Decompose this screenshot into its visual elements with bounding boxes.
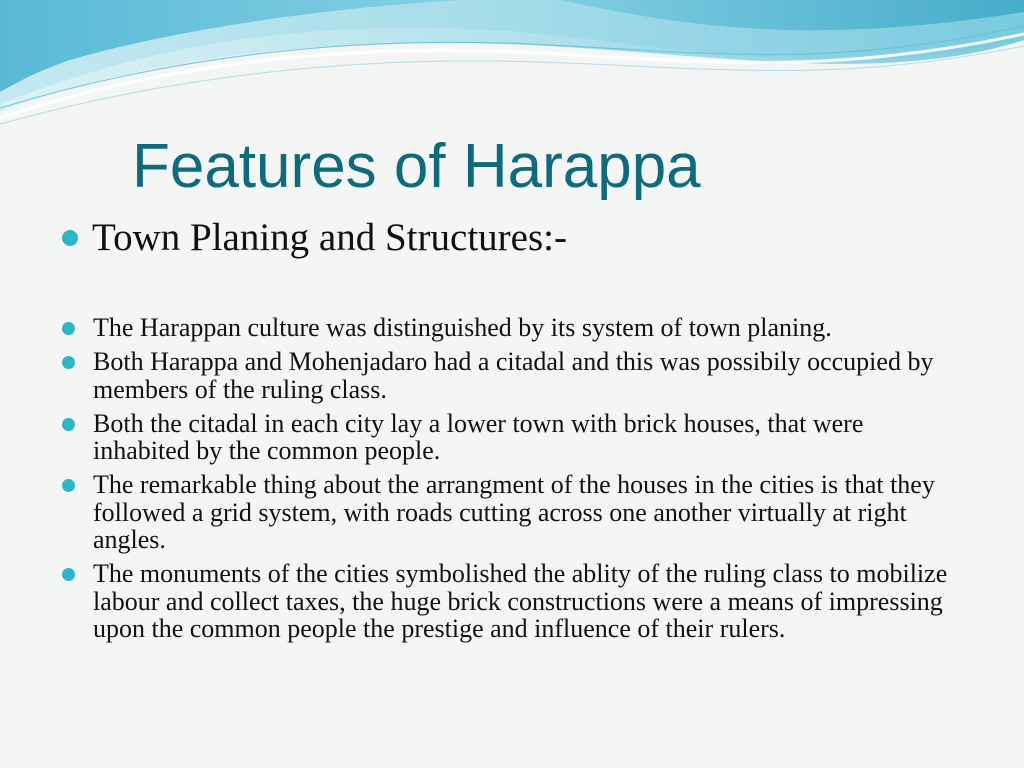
bullet-dot-icon (62, 356, 75, 369)
bullet-dot-icon (62, 230, 78, 246)
slide-title: Features of Harappa (132, 132, 701, 201)
bullet-point (62, 560, 962, 643)
bullet-dot-icon (62, 322, 75, 335)
bullet-point-text: The monuments of the cities symbolished the ablity of the ruling class to mobilize labour and collect taxes, the huge brick constructions were a means of impressing upon the common people the prestige and influence of their rulers. (93, 559, 948, 643)
subheading-item (62, 215, 567, 261)
bullet-point (62, 348, 962, 403)
bullet-point (62, 314, 962, 342)
subheading-text: Town Planing and Structures:- (92, 216, 567, 259)
bullet-point-text: The Harappan culture was distinguished by its system of town planing. (93, 313, 832, 342)
bullet-dot-icon (62, 479, 75, 492)
bullet-point (62, 410, 962, 465)
bullet-dot-icon (62, 418, 75, 431)
bullet-point-text: Both the citadal in each city lay a lower town with brick houses, that were inhabited by the common people. (93, 408, 864, 465)
bullet-dot-icon (62, 568, 75, 581)
bullet-point (62, 471, 962, 554)
bullet-point-text: The remarkable thing about the arrangment of the houses in the cities is that they followed a grid system, with roads cutting across one another virtually at right angles. (93, 470, 935, 554)
wave-header-decoration (0, 0, 1024, 130)
bullet-list (62, 314, 962, 649)
bullet-point-text: Both Harappa and Mohenjadaro had a citadal and this was possibily occupied by members of the ruling class. (93, 347, 934, 404)
